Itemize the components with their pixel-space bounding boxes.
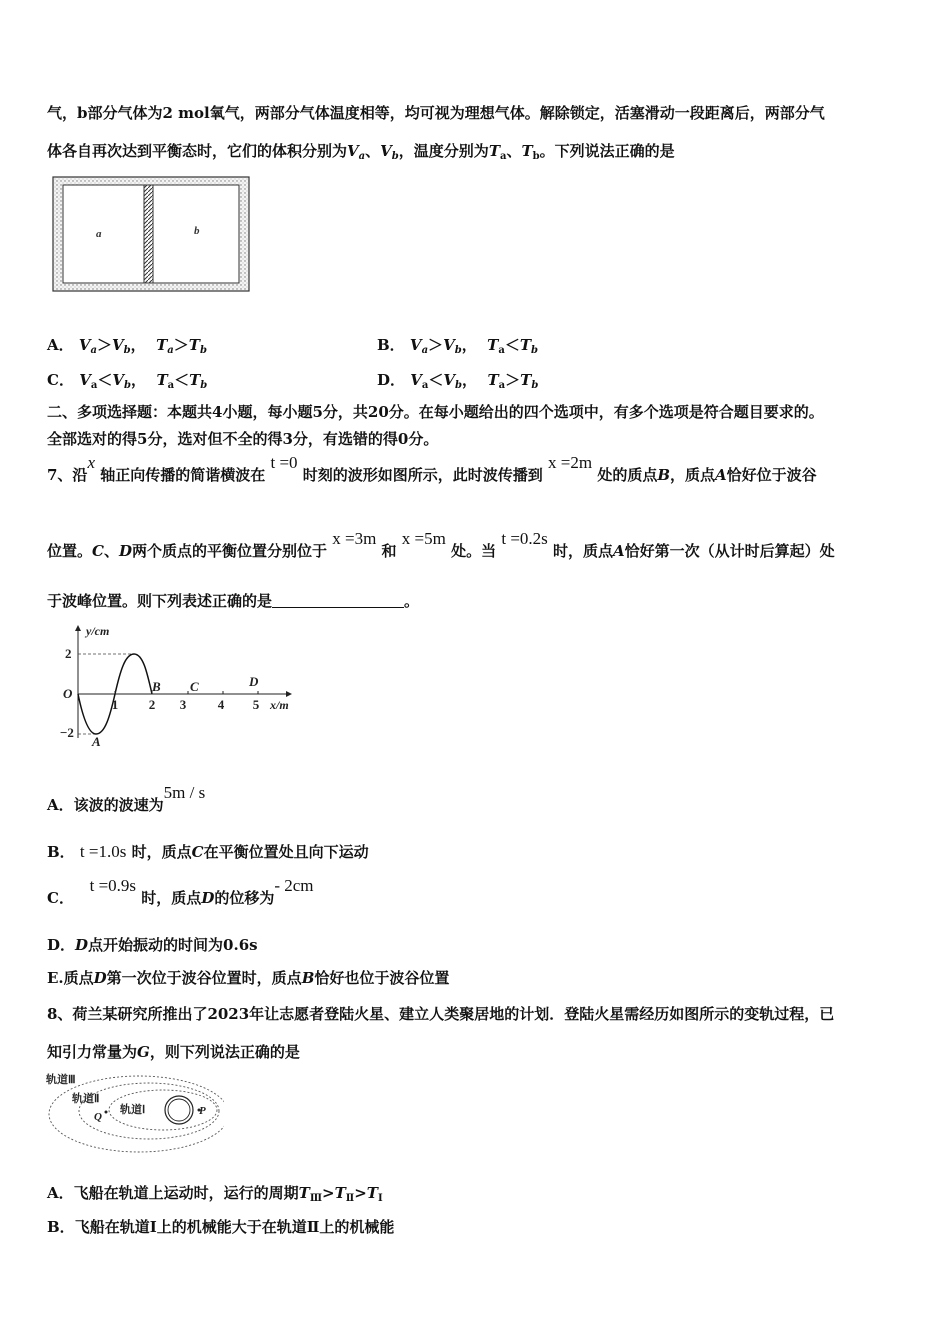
x-tick-1: 1: [111, 697, 119, 712]
piston-container-figure: [52, 176, 250, 292]
mars-planet: [165, 1096, 193, 1124]
orbit-III-label: 轨道Ⅲ: [46, 1074, 76, 1086]
q7-option-E[interactable]: E.质点D第一次位于波谷位置时，质点B恰好也位于波谷位置: [47, 969, 450, 987]
q7-stem-line2: 位置。C、D两个质点的平衡位置分别位于 x =3m 和 x =5m 处。当 t =0.2s 时，质点A恰好第一次（从计时后算起）处: [47, 529, 835, 560]
point-B-label: B: [152, 679, 161, 694]
x-tick-2: 2: [148, 697, 156, 712]
x-tick-3: 3: [179, 697, 187, 712]
P-label: P: [199, 1105, 206, 1117]
y-tick-2: 2: [65, 646, 72, 661]
q6-option-A[interactable]: A． $V_a>V_b$， $T_a>T_b$: [47, 336, 207, 356]
q6-option-C[interactable]: C． $V_a<V_b$， $T_a<T_b$: [47, 371, 208, 391]
q8-stem-line2: 知引力常量为G，则下列说法正确的是: [47, 1043, 300, 1061]
section2-instructions-line2: 全部选对的得5分，选对但不全的得3分，有选错的得0分。: [47, 430, 439, 448]
section2-instructions-line1: 二、多项选择题：本题共4小题，每小题5分，共20分。在每小题给出的四个选项中，有多个选项是符合题目要求的。: [47, 403, 824, 421]
orbit-figure: [44, 1068, 224, 1158]
q6-option-B[interactable]: B． $V_a>V_b$， $T_a<T_b$: [377, 336, 539, 356]
q7-stem-line1: 7、沿x 轴正向传播的简谐横波在 t =0 时刻的波形如图所示，此时波传播到 x =2m 处的质点B，质点A恰好位于波谷: [47, 453, 817, 484]
orbit-II-label: 轨道Ⅱ: [72, 1093, 100, 1105]
q7-stem-line3: 于波峰位置。则下列表述正确的是 。: [47, 592, 420, 610]
q6-stem-line1: 气，b部分气体为2 mol氧气，两部分气体温度相等，均可视为理想气体。解除锁定，活塞滑动一段距离后，两部分气: [47, 104, 825, 122]
point-C-label: C: [190, 679, 199, 694]
x-axis-label: x/m: [270, 698, 289, 712]
q6-option-D[interactable]: D． $V_a<V_b$， $T_a>T_b$: [377, 371, 539, 391]
q7-option-B[interactable]: B． t =1.0s 时，质点C在平衡位置处且向下运动: [47, 842, 369, 861]
q6-stem-line2: 体各自再次达到平衡态时，它们的体积分别为$V_a$、$V_b$，温度分别为$T_a$、$T_b$。下列说法正确的是: [47, 142, 675, 162]
answer-blank[interactable]: [272, 593, 404, 608]
point-Q: [105, 1111, 108, 1114]
y-tick-neg2: −2: [60, 725, 74, 740]
q8-option-A[interactable]: A．飞船在轨道上运动时，运行的周期$T_Ⅲ>T_Ⅱ>T_Ⅰ$: [47, 1184, 383, 1204]
point-A-label: A: [92, 734, 101, 749]
x-tick-4: 4: [217, 697, 225, 712]
q7-option-D[interactable]: D．D点开始振动的时间为0.6s: [47, 936, 258, 954]
piston: [144, 185, 153, 283]
region-b-label: b: [194, 225, 200, 237]
x-tick-5: 5: [252, 697, 260, 712]
Q-label: Q: [94, 1111, 102, 1123]
region-a-label: a: [96, 228, 102, 240]
q8-option-B[interactable]: B．飞船在轨道Ⅰ上的机械能大于在轨道Ⅱ上的机械能: [47, 1218, 395, 1236]
q7-option-A[interactable]: A．该波的波速为5m / s: [47, 783, 206, 814]
wave-graph: [55, 620, 305, 750]
orbit-I-label: 轨道Ⅰ: [120, 1104, 146, 1116]
q7-option-C[interactable]: C． t =0.9s 时，质点D的位移为- 2cm: [47, 876, 314, 907]
point-D-label: D: [249, 674, 259, 689]
q8-stem-line1: 8、荷兰某研究所推出了2023年让志愿者登陆火星、建立人类聚居地的计划．登陆火星需经历如图所示的变轨过程，已: [47, 1005, 835, 1023]
y-axis-label: y/cm: [86, 624, 110, 638]
origin-label: O: [63, 686, 73, 701]
